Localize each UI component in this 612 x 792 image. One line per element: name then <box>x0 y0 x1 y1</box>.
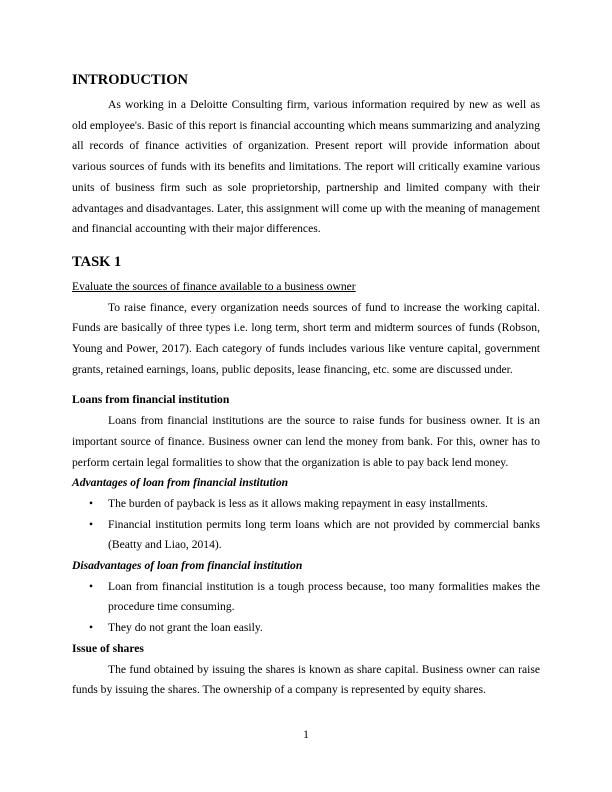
bullet-icon: • <box>89 517 94 531</box>
list-item: • They do not grant the loan easily. <box>72 618 540 639</box>
loans-paragraph: Loans from financial institutions are the source to raise funds for business owner. It is an important source of finance. Business owner can lend the money from bank. For this, owner has to perform certain legal formalities to show that the organization is able to pay back lend money. <box>72 414 540 469</box>
disadvantages-heading: Disadvantages of loan from financial institution <box>72 559 303 573</box>
shares-paragraph: The fund obtained by issuing the shares is known as share capital. Business owner can raise funds by issuing the shares. The ownership of a company is represented by equity shares. <box>72 662 540 697</box>
bullet-icon: • <box>89 496 94 510</box>
shares-heading: Issue of shares <box>72 641 144 655</box>
list-item: • The burden of payback is less as it allows making repayment in easy installments. <box>72 494 540 515</box>
introduction-paragraph: As working in a Deloitte Consulting firm, various information required by new as well as old employee's. Basic of this report is financial accounting which means summarizing and analyzing all records of finance activities of organization. Present report will provide information about various sources of funds with its benefits and limitations. The report will critically examine various units of business firm such as sole proprietorship, partnership and limited company with their advantages and disadvantages. Later, this assignment will come up with the meaning of management and financial accounting with their major differences. <box>72 98 540 236</box>
advantages-list <box>72 494 540 556</box>
disadvantages-list <box>72 577 540 639</box>
document-page <box>72 72 540 701</box>
introduction-heading: INTRODUCTION <box>72 72 189 88</box>
bullet-icon: • <box>89 579 94 593</box>
advantages-heading: Advantages of loan from financial institution <box>72 476 289 490</box>
list-item: • Loan from financial institution is a tough process because, too many formalities makes the procedure time consuming. <box>72 577 540 618</box>
task1-heading: TASK 1 <box>72 253 122 270</box>
list-item: • Financial institution permits long term loans which are not provided by commercial banks (Beatty and Liao, 2014). <box>72 515 540 556</box>
page-number: 1 <box>303 728 309 741</box>
task1-paragraph: To raise finance, every organization needs sources of fund to increase the working capital. Funds are basically of three types i.e. long term, short term and midterm sources of funds (Robson, Young and Power, 2017). Each category of funds includes various like venture capital, government grants, retained earnings, loans, public deposits, lease financing, etc. some are discussed under. <box>72 300 540 376</box>
task1-subtitle: Evaluate the sources of finance available to a business owner <box>72 279 356 293</box>
loans-heading: Loans from financial institution <box>72 393 230 407</box>
bullet-icon: • <box>89 621 94 635</box>
